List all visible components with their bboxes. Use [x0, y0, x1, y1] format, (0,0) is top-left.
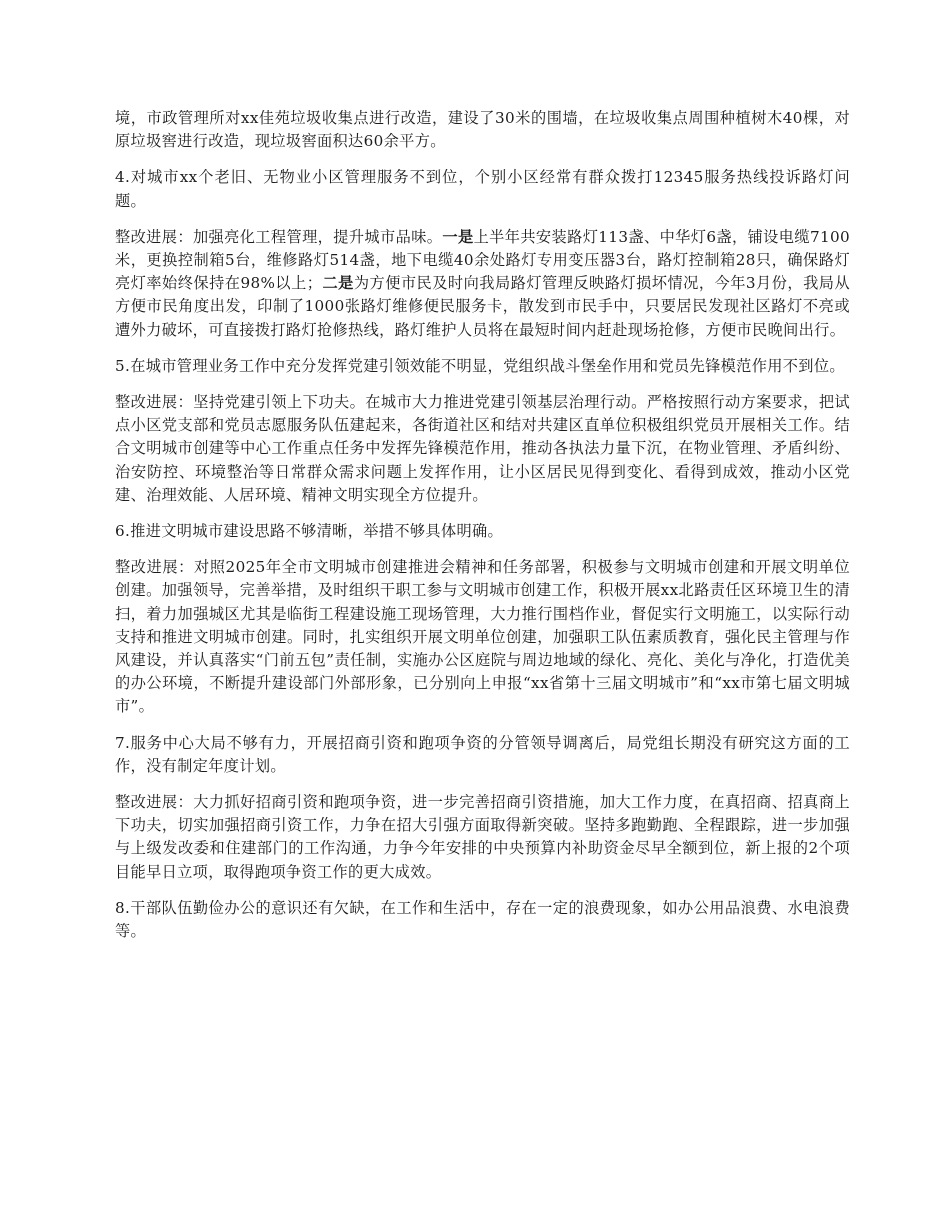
- issue-item-5: 5.在城市管理业务工作中充分发挥党建引领效能不明显，党组织战斗堡垒作用和党员先锋模范作用不到位。: [115, 356, 845, 375]
- issue-item-6: 6.推进文明城市建设思路不够清晰，举措不够具体明确。: [115, 522, 504, 541]
- progress-lead: 整改进展：加强亮化工程管理，提升城市品味。: [115, 227, 443, 246]
- progress-paragraph-6: 整改进展：对照2025年全市文明城市创建推进会精神和任务部署，积极参与文明城市创建和开展文明单位创建。加强领导，完善举措，及时组织干职工参与文明城市创建工作，积极开展xx北路责任区环境卫生的清扫，着力加强城区尤其是临街工程建设施工现场管理，大力推行围档作业，督促实行文明施工，以实际行动支持和推进文明城市创建。同时，扎实组织开展文明单位创建，加强职工队伍素质教育，强化民主管理与作风建设，并认真落实“门前五包”责任制，实施办公区庭院与周边地域的绿化、亮化、美化与净化，打造优美的办公环境，不断提升建设部门外部形象，已分别向上申报“xx省第十三届文明城市”和“xx市第七届文明城市”。: [115, 558, 850, 716]
- progress-paragraph-4: [115, 226, 850, 342]
- progress-paragraph-5: 整改进展：坚持党建引领上下功夫。在城市大力推进党建引领基层治理行动。严格按照行动方案要求，把试点小区党支部和党员志愿服务队伍建起来，各街道社区和结对共建区直单位积极组织党员开展相关工作。结合文明城市创建等中心工作重点任务中发挥先锋模范作用，推动各执法力量下沉，在物业管理、矛盾纠纷、治安防控、环境整治等日常群众需求问题上发挥作用，让小区居民见得到变化、看得到成效，推动小区党建、治理效能、人居环境、精神文明实现全方位提升。: [115, 393, 850, 504]
- paragraph-continuation: 境，市政管理所对xx佳苑垃圾收集点进行改造，建设了30米的围墙，在垃圾收集点周围种植树木40棵，对原垃圾窖进行改造，现垃圾窖面积达60余平方。: [115, 109, 850, 151]
- issue-item-8: 8.干部队伍勤俭办公的意识还有欠缺，在工作和生活中，存在一定的浪费现象，如办公用品浪费、水电浪费等。: [115, 898, 850, 941]
- issue-item-7: 7.服务中心大局不够有力，开展招商引资和跑项争资的分管领导调离后，局党组长期没有研究这方面的工作，没有制定年度计划。: [115, 733, 850, 775]
- bold-marker-second: 二是: [322, 274, 354, 293]
- bold-marker-first: 一是: [442, 227, 474, 246]
- progress-middle: 上半年共安装路灯113盏、中华灯6盏，铺设电缆7100米，更换控制箱5台，维修路灯514盏，地下电缆40余处路灯专用变压器3台，路灯控制箱28只，确保路灯亮灯率始终保持在98%以上；: [115, 227, 850, 293]
- progress-paragraph-7: 整改进展：大力抓好招商引资和跑项争资，进一步完善招商引资措施，加大工作力度，在真招商、招真商上下功夫，切实加强招商引资工作，力争在招大引强方面取得新突破。坚持多跑勤跑、全程跟踪，进一步加强与上级发改委和住建部门的工作沟通，力争今年安排的中央预算内补助资金尽早全额到位，新上报的2个项目能早日立项，取得跑项争资工作的更大成效。: [115, 793, 850, 881]
- document-body: [115, 107, 850, 956]
- issue-item-4: 4.对城市xx个老旧、无物业小区管理服务不到位，个别小区经常有群众拨打12345服务热线投诉路灯问题。: [115, 168, 850, 210]
- progress-tail: 为方便市民及时向我局路灯管理反映路灯损坏情况，今年3月份，我局从方便市民角度出发，印制了1000张路灯维修便民服务卡，散发到市民手中，只要居民发现社区路灯不亮或遭外力破坏，可直接拨打路灯抢修热线，路灯维护人员将在最短时间内赶赴现场抢修，方便市民晚间出行。: [115, 274, 850, 339]
